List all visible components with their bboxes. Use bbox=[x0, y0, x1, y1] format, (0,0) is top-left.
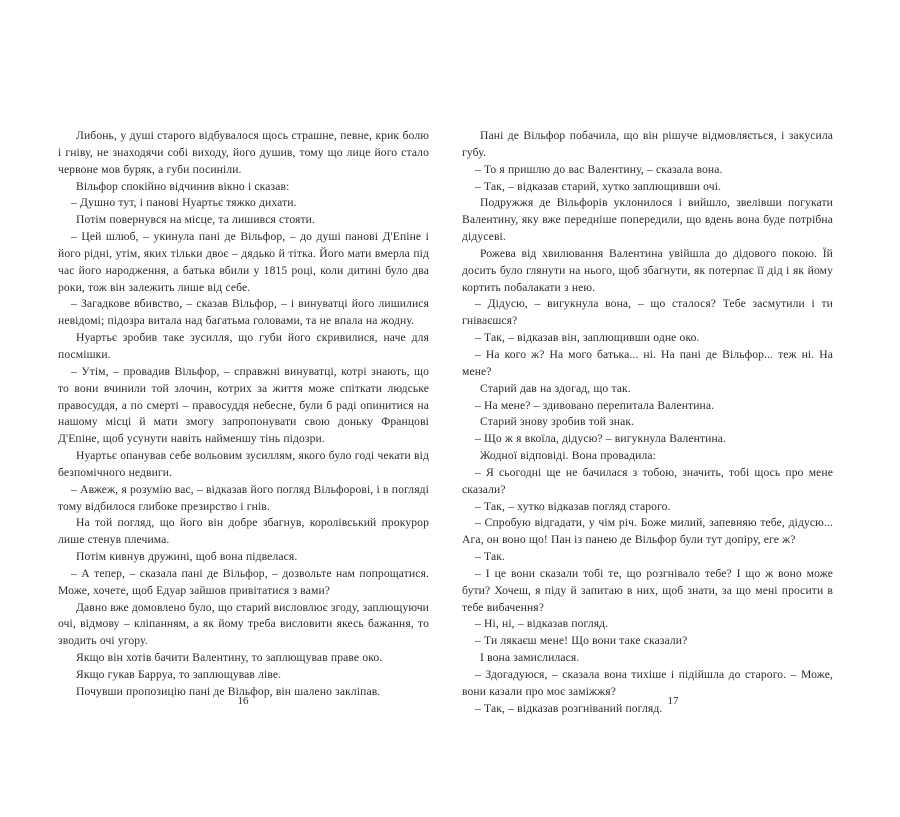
page-right-number: 17 bbox=[667, 695, 679, 707]
paragraph: – Здогадуюся, – сказала вона тихіше і підійшла до старого. – Може, вони казали про моє заміжжя? bbox=[462, 668, 833, 698]
paragraph: – Я сьогодні ще не бачилася з тобою, значить, тобі щось про мене сказали? bbox=[462, 465, 833, 496]
paragraph: – Душно тут, і панові Нуартьє тяжко дихати. bbox=[71, 196, 297, 210]
paragraph: – Утім, – провадив Вільфор, – справжні винуватці, котрі знають, що то вони вчинили той злочин, котрих за життя може спіткати людське правосуддя, а по смерті – правосуддя небесне, були б раді опинитися на нашому місці й мати змогу запропонувати свою доньку Францові Д'Епіне, щоб усунути навіть найменшу тінь підозри. bbox=[58, 364, 429, 446]
paragraph: – Так, – відказав розгніваний погляд. bbox=[475, 701, 663, 715]
paragraph: І вона замислилася. bbox=[480, 651, 580, 665]
page-right-text-body bbox=[462, 128, 833, 718]
paragraph: Вільфор спокійно відчинив вікно і сказав: bbox=[76, 179, 290, 193]
paragraph: – Ти лякаєш мене! Що вони таке сказали? bbox=[475, 634, 688, 648]
paragraph: – Спробую відгадати, у чім річ. Боже милий, запевняю тебе, дідусю... Ага, он воно що! Пан із панею де Вільфор були тут допіру, еге ж? bbox=[462, 516, 833, 547]
paragraph: – Дідусю, – вигукнула вона, – що сталося? Тебе засмутили і ти гніваєшся? bbox=[462, 297, 833, 328]
paragraph: Якщо гукав Барруа, то заплющував ліве. bbox=[76, 668, 282, 681]
page-right bbox=[450, 0, 900, 817]
paragraph: – Ні, ні, – відказав погляд. bbox=[475, 617, 609, 631]
paragraph: – А тепер, – сказала пані де Вільфор, – дозвольте нам попрощатися. Може, хочете, щоб Едуар зайшов привітатися з вами? bbox=[58, 566, 429, 597]
paragraph: Либонь, у душі старого відбувалося щось страшне, певне, крик болю і гніву, не знаходячи собі виходу, його душив, тому що лице його стало червоне мов буряк, а губи посиніли. bbox=[58, 129, 429, 176]
paragraph: – І це вони сказали тобі те, що розгнівало тебе? І що ж воно може бути? Хочеш, я піду й запитаю в них, щоб знати, за що мені просити в тебе вибачення? bbox=[462, 566, 833, 614]
page-left-number: 16 bbox=[237, 695, 249, 707]
paragraph: Подружжя де Вільфорів уклонилося і вийшло, звелівши погукати Валентину, яку вже передніше попередили, що вдень вона буде потрібна дідусеві. bbox=[462, 196, 833, 244]
paragraph: – На кого ж? На мого батька... ні. На пані де Вільфор... теж ні. На мене? bbox=[462, 347, 833, 378]
page-left-text-body bbox=[58, 128, 429, 701]
paragraph: – На мене? – здивовано перепитала Валентина. bbox=[475, 398, 715, 412]
paragraph: – Так, – відказав старий, хутко заплющивши очі. bbox=[475, 179, 722, 193]
paragraph: – Так. bbox=[475, 550, 505, 564]
paragraph: – То я пришлю до вас Валентину, – сказала вона. bbox=[475, 162, 723, 176]
paragraph: Давно вже домовлено було, що старий висловлює згоду, заплющуючи очі, відмову – кліпанням, а як йому треба висловити якесь бажання, то зводить очі угору. bbox=[58, 600, 429, 648]
paragraph: Рожева від хвилювання Валентина увійшла до дідового покою. Їй досить було глянути на нього, щоб збагнути, як потерпає її дід і як йому кортить побалакати з нею. bbox=[462, 246, 833, 294]
paragraph: Нуартьє опанував себе вольовим зусиллям, якого було годі чекати від безпомічного недвиги. bbox=[58, 449, 429, 479]
paragraph: – Цей шлюб, – укинула пані де Вільфор, – до душі панові Д'Епіне і його рідні, утім, яких тільки двоє – дядько й тітка. Його мати вмерла під час його народження, а батька вбили у 1815 році, коли дитині було два роки, тож він залежить лише від себе. bbox=[58, 230, 429, 294]
paragraph: – Загадкове вбивство, – сказав Вільфор, – і винуватці його лишилися невідомі; підозра витала над багатьма головами, та не впала на жодну. bbox=[58, 297, 429, 328]
paragraph: Нуартьє зробив таке зусилля, що губи його скривилися, наче для посмішки. bbox=[58, 331, 429, 361]
paragraph: – Так, – відказав він, заплющивши одне око. bbox=[475, 331, 700, 345]
paragraph: Пані де Вільфор побачила, що він рішуче відмовляється, і закусила губу. bbox=[462, 129, 833, 159]
paragraph: Жодної відповіді. Вона провадила: bbox=[480, 449, 656, 463]
paragraph: – Авжеж, я розумію вас, – відказав його погляд Вільфорові, і в погляді тому відбилося глибоке презирство і гнів. bbox=[58, 482, 429, 513]
paragraph: Потім кивнув дружині, щоб вона підвелася. bbox=[76, 550, 298, 564]
paragraph: – Так, – хутко відказав погляд старого. bbox=[475, 499, 671, 513]
paragraph: – Що ж я вкоїла, дідусю? – вигукнула Валентина. bbox=[475, 432, 727, 446]
paragraph: Потім повернувся на місце, та лишився стояти. bbox=[76, 213, 315, 227]
paragraph: Старий дав на здогад, що так. bbox=[480, 381, 631, 395]
paragraph: Якщо він хотів бачити Валентину, то заплющував праве око. bbox=[76, 651, 383, 665]
paragraph: На той погляд, що його він добре збагнув, королівський прокурор лише стенув плечима. bbox=[58, 516, 429, 547]
paragraph: Старий знову зробив той знак. bbox=[480, 415, 635, 429]
paragraph: Почувши пропозицію пані де Вільфор, він шалено закліпав. bbox=[76, 684, 381, 698]
